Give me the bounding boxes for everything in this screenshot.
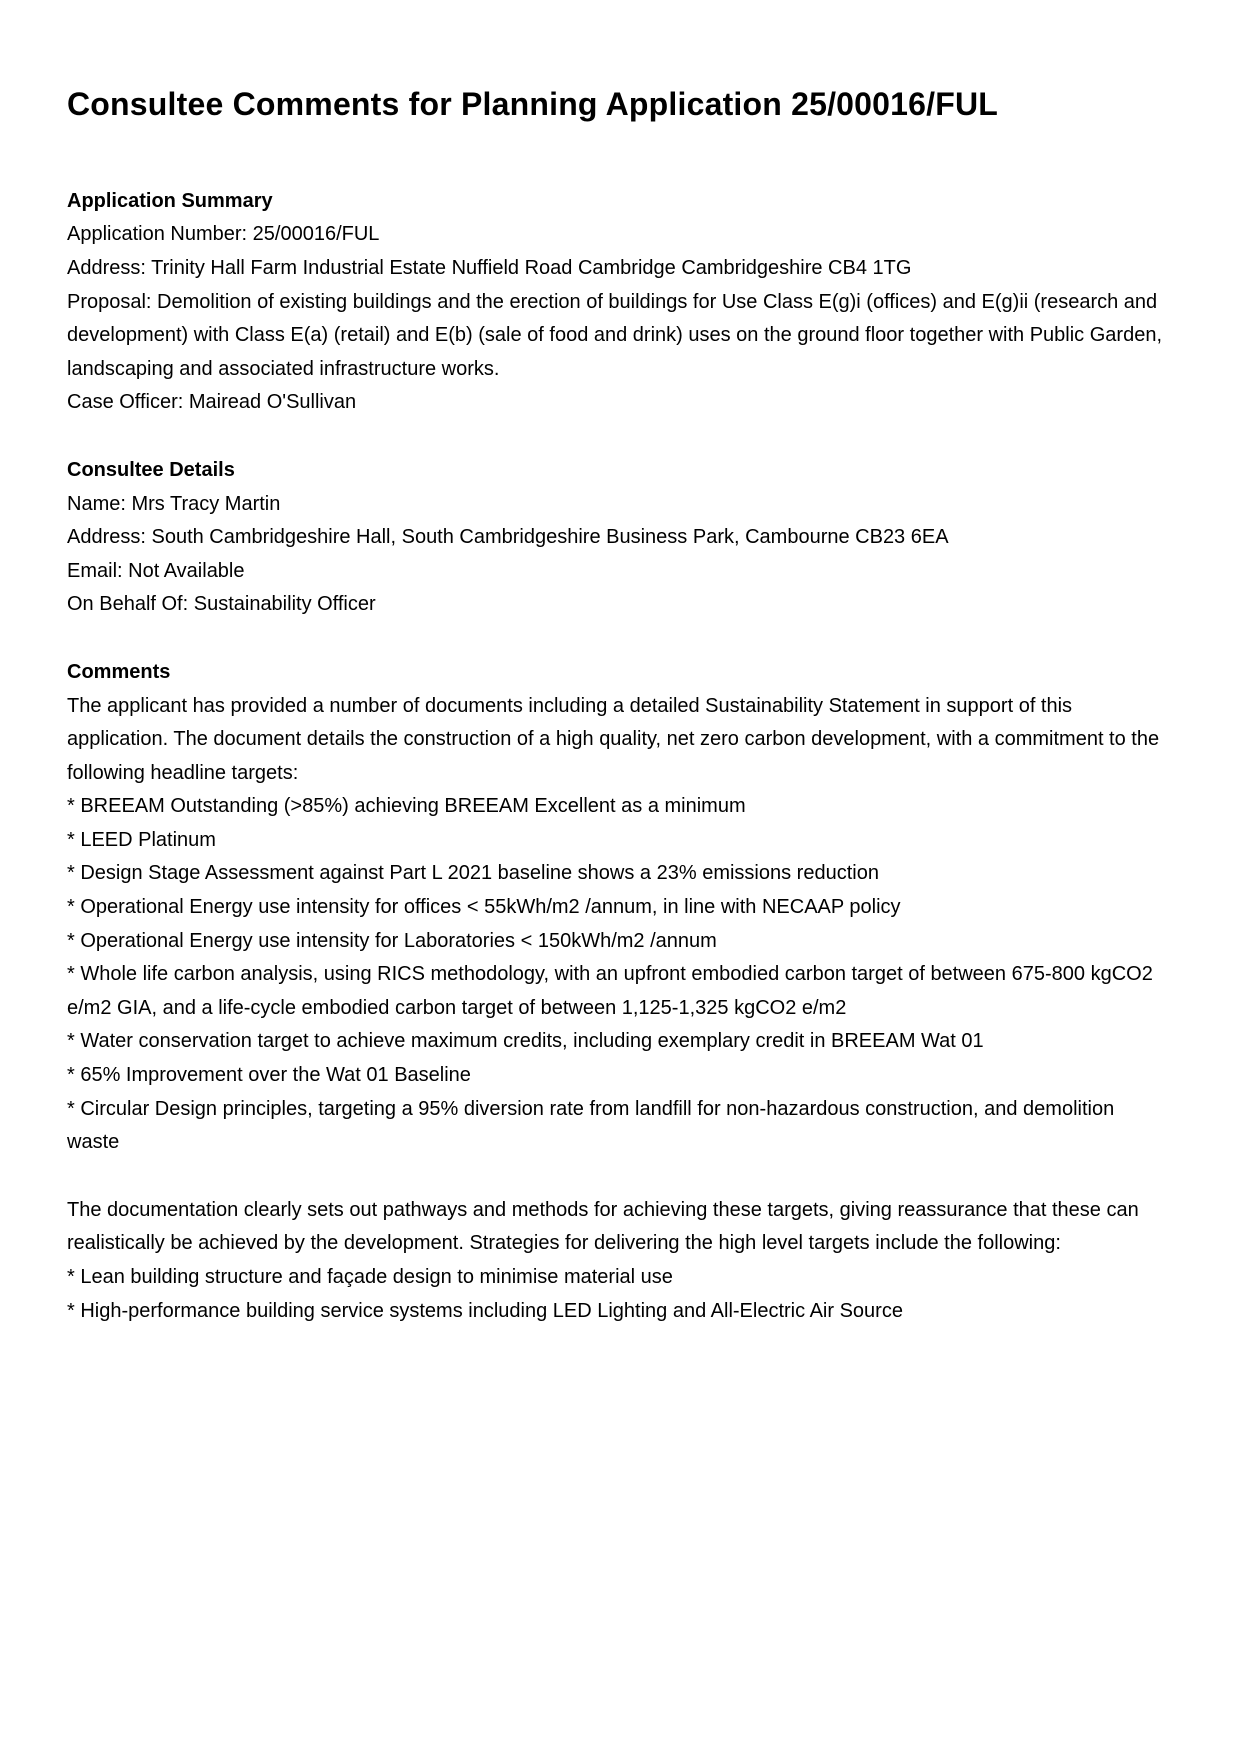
consultee-name-line: Name: Mrs Tracy Martin bbox=[67, 492, 281, 515]
target-item: * 65% Improvement over the Wat 01 Baseline bbox=[67, 1064, 471, 1087]
case-officer-line: Case Officer: Mairead O'Sullivan bbox=[67, 391, 357, 414]
comments-heading: Comments bbox=[67, 660, 171, 683]
consultee-on-behalf-of-line: On Behalf Of: Sustainability Officer bbox=[67, 593, 376, 616]
target-item: * Whole life carbon analysis, using RICS methodology, with an upfront embodied carbon target of between 675-800 kgCO2 e/m2 GIA, and a life-cycle embodied carbon target of between 1,125-1,325 kgCO2 e/m2 bbox=[67, 963, 1153, 1019]
target-item: * BREEAM Outstanding (>85%) achieving BREEAM Excellent as a minimum bbox=[67, 795, 746, 818]
section-comments bbox=[67, 656, 1166, 1328]
target-item: * LEED Platinum bbox=[67, 828, 216, 851]
application-address-line: Address: Trinity Hall Farm Industrial Estate Nuffield Road Cambridge Cambridgeshire CB4 1TG bbox=[67, 256, 912, 279]
application-proposal-line: Proposal: Demolition of existing buildings and the erection of buildings for Use Class E(g)i (offices) and E(g)ii (research and development) with Class E(a) (retail) and E(b) (sale of food and drink) uses on the ground floor together with Public Garden, landscaping and associated infrastructure works. bbox=[67, 290, 1162, 380]
section-application-summary bbox=[67, 185, 1166, 420]
consultee-email-line: Email: Not Available bbox=[67, 559, 245, 582]
section-consultee-details bbox=[67, 454, 1166, 622]
target-item: * Operational Energy use intensity for Laboratories < 150kWh/m2 /annum bbox=[67, 929, 717, 952]
target-item: * Circular Design principles, targeting a 95% diversion rate from landfill for non-hazardous construction, and demolition waste bbox=[67, 1097, 1115, 1154]
target-item: * Operational Energy use intensity for offices < 55kWh/m2 /annum, in line with NECAAP policy bbox=[67, 896, 901, 919]
target-item: * Design Stage Assessment against Part L 2021 baseline shows a 23% emissions reduction bbox=[67, 862, 879, 885]
page-title: Consultee Comments for Planning Application 25/00016/FUL bbox=[67, 86, 999, 122]
strategy-item: * Lean building structure and façade design to minimise material use bbox=[67, 1266, 673, 1289]
comments-strategies-paragraph: The documentation clearly sets out pathways and methods for achieving these targets, giving reassurance that these can realistically be achieved by the development. Strategies for delivering the high level targets include the following: bbox=[67, 1198, 1139, 1255]
target-item: * Water conservation target to achieve maximum credits, including exemplary credit in BREEAM Wat 01 bbox=[67, 1030, 984, 1053]
consultee-address-line: Address: South Cambridgeshire Hall, South Cambridgeshire Business Park, Cambourne CB23 6EA bbox=[67, 526, 949, 549]
application-summary-heading: Application Summary bbox=[67, 189, 273, 212]
comments-intro-paragraph: The applicant has provided a number of documents including a detailed Sustainability Statement in support of this application. The document details the construction of a high quality, net zero carbon development, with a commitment to the following headline targets: bbox=[67, 694, 1160, 784]
strategy-item: * High-performance building service systems including LED Lighting and All-Electric Air Source bbox=[67, 1299, 903, 1322]
application-number-line: Application Number: 25/00016/FUL bbox=[67, 223, 380, 246]
consultee-details-heading: Consultee Details bbox=[67, 458, 235, 481]
